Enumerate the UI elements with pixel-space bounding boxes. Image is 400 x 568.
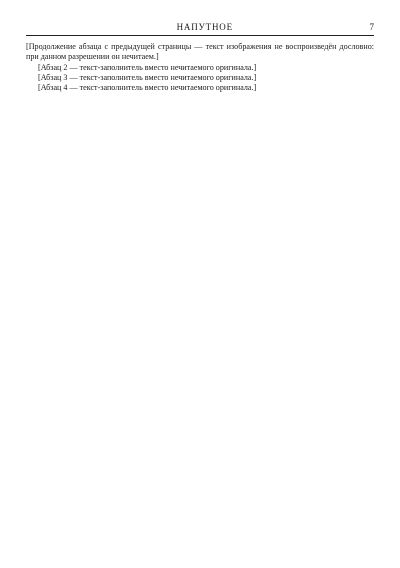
body-text [26,42,374,94]
paragraph: [Абзац 2 — текст-заполнитель вместо нечитаемого оригинала.] [38,62,257,72]
paragraph: [Абзац 3 — текст-заполнитель вместо нечитаемого оригинала.] [38,73,257,83]
book-page [26,22,374,550]
paragraph-continued: [Продолжение абзаца с предыдущей страницы — текст изображения не воспроизведён дословно: при данном разрешении он нечитаем.] [26,42,374,62]
page-number: 7 [369,22,374,32]
paragraph: [Абзац 4 — текст-заполнитель вместо нечитаемого оригинала.] [38,83,257,93]
running-head-title: НАПУТНОЕ [176,22,233,32]
running-head [26,22,374,36]
